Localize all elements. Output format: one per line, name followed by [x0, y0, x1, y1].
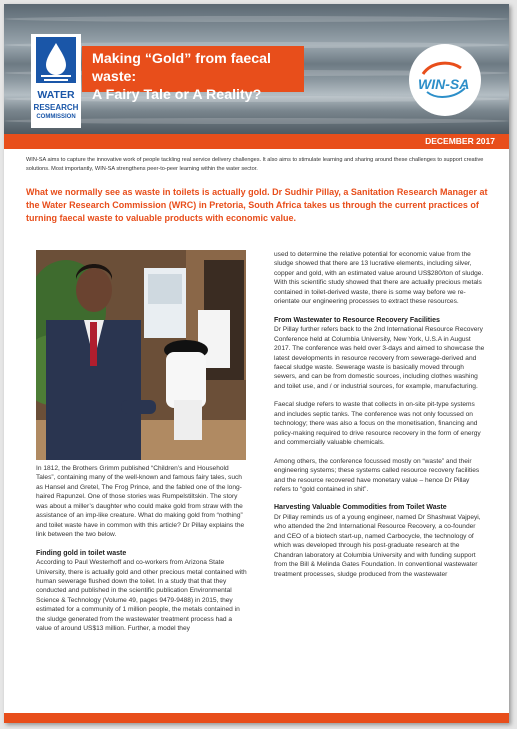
section-heading: From Wastewater to Resource Recovery Facilities — [274, 316, 440, 324]
wrc-logo-line2: RESEARCH — [33, 103, 79, 112]
article-paragraph: Faecal sludge refers to waste that collects in on-site pit-type systems and includes septic tanks. The conference was not only focussed on technology; there was also a focus on the monetisation, financing and policy-making required to drive resource recovery in the form of energy and commercially valuable chemicals. — [274, 401, 481, 447]
intro-text: WIN-SA aims to capture the innovative work of people tackling real service delivery challenges. It also aims to stimulate learning and sharing around these challenges to support creative solutions. Most importantly, WIN-SA strengthens peer-to-peer learning within the water sector. — [26, 157, 484, 172]
title-line-1: Making “Gold” from faecal waste: — [92, 51, 271, 85]
winsa-logo — [409, 44, 481, 116]
right-column — [274, 250, 486, 579]
wrc-logo-line1: WATER — [37, 89, 75, 101]
left-column — [36, 464, 248, 634]
newsletter-page — [4, 4, 509, 723]
wrc-logo-line3: COMMISSION — [36, 114, 76, 120]
issue-date: DECEMBER 2017 — [425, 136, 495, 146]
winsa-logo-text: WIN-SA — [418, 76, 470, 92]
water-drop-icon — [36, 37, 76, 83]
article-paragraph: According to Paul Westerhoff and co-workers from Arizona State University, there is actually gold and other precious metal contained with human sewerage flushed down the toilet. In a study that that they conducted and published in the scientific publication Environmental Science & Technology (Volume 49, pages 9479-9488) in 2015, they estimated for a community of 1 million people, the metals contained in the sludge generated from the wastewater treatment process had a value of around US$13 million. Further, a model they — [36, 559, 247, 633]
page-title — [82, 46, 304, 103]
portrait-photo — [36, 250, 246, 460]
section-heading: Harvesting Valuable Commodities from Toilet Waste — [274, 504, 447, 512]
wrc-logo — [31, 34, 81, 128]
lead-paragraph: What we normally see as waste in toilets is actually gold. Dr Sudhir Pillay, a Sanitation Research Manager at the Water Research Commission (WRC) in Pretoria, South Africa takes us through the current practices of turning faecal waste to valuable products with economic value. — [26, 187, 488, 223]
article-paragraph: Among others, the conference focussed mostly on “waste” and their engineering systems; these systems called resource recovery facilities and the resource recovered have monetary value – hence Dr Pillay refers to “gold contained in shit”. — [274, 457, 480, 494]
article-paragraph: Dr Pillay further refers back to the 2nd International Resource Recovery Conference held at Columbia University, New York, U.S.A in August 2017. The conference was held over 3-days and aimed to showcase the latest developments in resource recovery from sewerage-derived and faecal sludge waste. Sewerage waste is basically moved through sewers, and can be from domestic sources, including clothes washing and toilet use, and / or industrial sources, for example, manufacturing. — [274, 326, 485, 390]
water-banner-image — [4, 4, 509, 134]
footer-bar — [4, 713, 509, 723]
article-paragraph: used to determine the relative potential for economic value from the sludge showed that there are 13 lucrative elements, including silver, copper and gold, with an estimated value around US$280/ton of sludge. With this scientific study showed that there are actually precious metals contained in toilet-derived waste, there is some way before we re-orientate our engineering processes to extract these resources. — [274, 251, 484, 306]
title-line-2: A Fairy Tale or A Reality? — [92, 87, 262, 103]
article-paragraph: In 1812, the Brothers Grimm published “Children’s and Household Tales”, containing many of the well-known and famous fairy tales, such as Hansel and Gretel, The Frog Prince, and the fabled one of the long-haired Rapunzel. One of those stories was Rumpelstiltskin. The story was about a miller’s daughter who could make gold from straw with the assistance of an imp-like creature. What do making gold from “nothing” and toilet waste have in common with this article? Dr Pillay explains the link between the two below. — [36, 465, 245, 539]
section-heading: Finding gold in toilet waste — [36, 549, 127, 557]
article-paragraph: Dr Pillay reminds us of a young engineer, named Dr Shashwat Vajpeyi, who attended the 2nd International Resource Recovery, a co-founder and CEO of a biotech start-up, named Carbocycle, the technology of which was developed through his post-graduate research at the Chandran laboratory at Columbia University and with funding support from the Bill & Melinda Gates Foundation. In conventional wastewater treatment processes, sludge produced from the wastewater — [274, 513, 481, 578]
